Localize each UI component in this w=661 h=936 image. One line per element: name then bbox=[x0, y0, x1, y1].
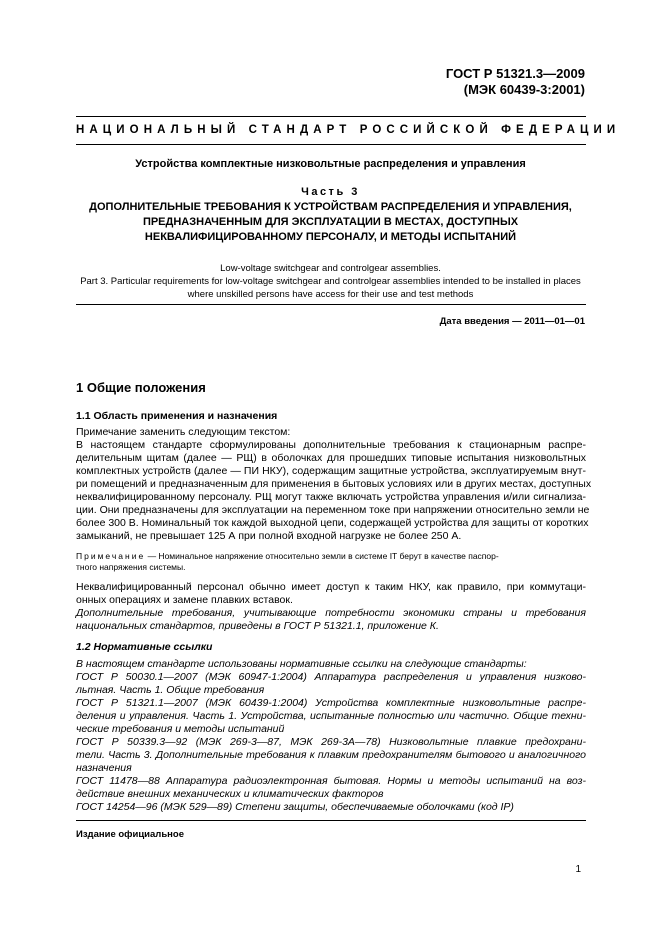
para-line: онных операциях и замене плавких вставок. bbox=[76, 594, 293, 606]
bottom-rule bbox=[76, 144, 586, 145]
subtitle-line: ДОПОЛНИТЕЛЬНЫЕ ТРЕБОВАНИЯ К УСТРОЙСТВАМ РАСПРЕДЕЛЕНИЯ И УПРАВЛЕНИЯ, bbox=[89, 201, 572, 213]
para-line: В настоящем стандарте сформулированы дополнительные требования к стационарным распре- bbox=[76, 439, 586, 451]
note-replace: Примечание заменить следующим текстом: bbox=[76, 426, 291, 438]
para-line: более 300 В. Номинальный ток каждой выходной цепи, содержащей устройства для защиты от коротких bbox=[76, 517, 589, 529]
note-line-1 bbox=[76, 551, 586, 562]
english-line: where unskilled persons have access for their use and test methods bbox=[187, 289, 474, 300]
reference-line: действие внешних механических и климатических факторов bbox=[76, 788, 384, 800]
reference-line: ГОСТ 11478—88 Аппаратура радиоэлектронная бытовая. Нормы и методы испытаний на воз- bbox=[76, 775, 586, 787]
subtitle-line: ПРЕДНАЗНАЧЕННЫМ ДЛЯ ЭКСПЛУАТАЦИИ В МЕСТАХ, ДОСТУПНЫХ bbox=[142, 216, 519, 228]
title-main: Устройства комплектные низковольтные распределения и управления bbox=[135, 158, 526, 170]
english-title bbox=[60, 262, 601, 301]
para-line: национальных стандартов, приведены в ГОСТ Р 51321.1, приложение К. bbox=[76, 620, 439, 632]
reference-line: ГОСТ Р 51321.1—2007 (МЭК 60439-1:2004) Устройства комплектные низковольтные распре- bbox=[76, 697, 586, 709]
reference-line: ГОСТ Р 50339.3—92 (МЭК 269-3—87, МЭК 269-3А—78) Низковольтные плавкие предохрани- bbox=[76, 736, 586, 748]
section-body bbox=[76, 410, 592, 814]
para-line: замыканий, не превышает 125 А при полной входной нагрузке не более 250 А. bbox=[76, 530, 462, 542]
para-line: ции. Они предназначены для эксплуатации на переменном токе при напряжении относительно земли не bbox=[76, 504, 590, 516]
para-line: ри помещений и предназначенным для применения в бытовых условиях или в других местах, доступных bbox=[76, 478, 592, 490]
section-heading: 1 Общие положения bbox=[76, 380, 206, 395]
reference-line: назначения bbox=[76, 762, 132, 774]
standard-header bbox=[446, 66, 585, 98]
iec-code: (МЭК 60439-3:2001) bbox=[463, 82, 585, 97]
subtitle-line: НЕКВАЛИФИЦИРОВАННОМУ ПЕРСОНАЛУ, И МЕТОДЫ ИСПЫТАНИЙ bbox=[144, 231, 517, 243]
note-text: — Номинальное напряжение относительно земли в системе IT берут в качестве паспор- bbox=[145, 551, 499, 561]
para-line: комплектных устройств (далее — ПИ НКУ), содержащим защитные устройства, эксплуатируемым внут- bbox=[76, 465, 586, 477]
english-line: Low-voltage switchgear and controlgear assemblies. bbox=[220, 263, 441, 274]
reference-line: ГОСТ 14254—96 (МЭК 529—89) Степени защиты, обеспечиваемые оболочками (код IP) bbox=[76, 801, 514, 813]
note-text: тного напряжения системы. bbox=[76, 562, 186, 572]
note-label: Примечание bbox=[76, 551, 146, 561]
standard-code: ГОСТ Р 51321.3—2009 bbox=[445, 66, 585, 81]
reference-line: ГОСТ Р 50030.1—2007 (МЭК 60947-1:2004) Аппаратура распределения и управления низково- bbox=[76, 671, 586, 683]
para-line: делительным щитам (далее — РЩ) в оболочках для прошедших типовые испытания низковольтных bbox=[76, 452, 586, 464]
footer-rule bbox=[76, 820, 586, 821]
subsection-heading-references: 1.2 Нормативные ссылки bbox=[76, 641, 213, 653]
reference-line: льтная. Часть 1. Общие требования bbox=[76, 684, 265, 696]
title-subtitle bbox=[60, 200, 601, 245]
reference-line: ческие требования и методы испытаний bbox=[76, 723, 285, 735]
national-standard-banner: НАЦИОНАЛЬНЫЙ СТАНДАРТ РОССИЙСКОЙ ФЕДЕРАЦИИ bbox=[76, 124, 621, 136]
refs-intro: В настоящем стандарте использованы нормативные ссылки на следующие стандарты: bbox=[76, 658, 527, 670]
subsection-heading-scope: 1.1 Область применения и назначения bbox=[76, 410, 278, 422]
reference-line: тели. Часть 3. Дополнительные требования к плавким предохранителям бытового и аналогичного bbox=[76, 749, 586, 761]
note-block bbox=[76, 551, 586, 573]
title-rule bbox=[76, 304, 586, 305]
page-number: 1 bbox=[575, 864, 581, 875]
reference-line: деления и управления. Часть 1. Устройства, испытанные полностью или частично. Общие техни- bbox=[76, 710, 586, 722]
para-line: Неквалифицированный персонал обычно имеет доступ к таким НКУ, как правило, при коммутаци- bbox=[76, 581, 586, 593]
edition-label: Издание официальное bbox=[76, 829, 184, 840]
date-of-introduction: Дата введения — 2011—01—01 bbox=[439, 316, 585, 327]
para-line: неквалифицированному персоналу. РЩ могут также включать устройства управления и/или сигнализа- bbox=[76, 491, 586, 503]
top-rule bbox=[76, 116, 586, 117]
title-part: Часть 3 bbox=[301, 186, 360, 198]
english-line: Part 3. Particular requirements for low-voltage switchgear and controlgear assemblies intended to be installed in places bbox=[80, 276, 581, 287]
para-line: Дополнительные требования, учитывающие потребности экономики страны и требования bbox=[76, 607, 586, 619]
